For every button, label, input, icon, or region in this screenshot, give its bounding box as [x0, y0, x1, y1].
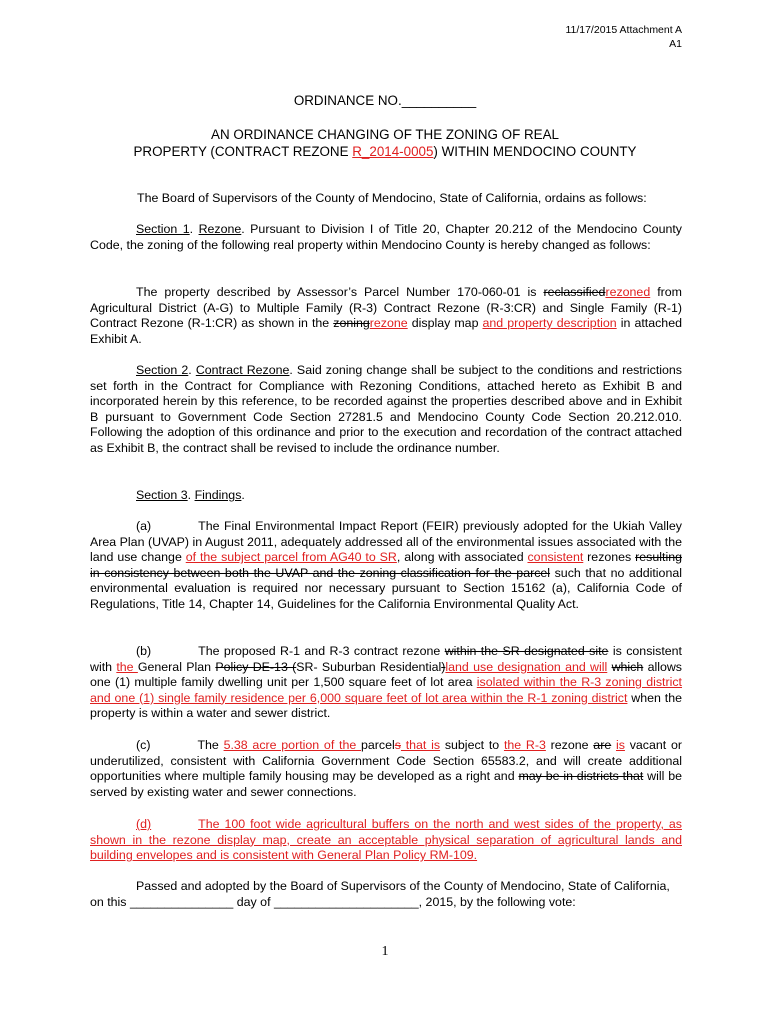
insertion: rezone: [369, 316, 408, 331]
deletion: reclassified: [543, 285, 606, 299]
subtitle-insertion: R_2014-0005: [352, 144, 434, 159]
section-1-label: Section 1: [136, 222, 190, 236]
finding-b: (b) The proposed R-1 and R-3 contract rezone within the SR designated site is consistent with the General Plan Policy DE-13 (SR- Suburban Residential)land use designation and will which allows one (1) multiple family dwelling unit per 1,500 square feet of lot area isolated within the R-3 zoning district and one (1) single family residence per 6,000 square feet of lot area within the R-1 zoning district when the property is within a water and sewer district.: [90, 644, 683, 721]
insertion: 5.38 acre portion of the: [223, 738, 361, 752]
section-2-text: . Said zoning change shall be subject to the conditions and restrictions set forth in the Contract for Compliance with Rezoning Conditions, attached hereto as Exhibit B and incorporated herein by this reference, to be recorded against the properties described above and in Exhibit B pursuant to Government Code Section 27281.5 and Mendocino County Code Section 20.212.010. Following the adoption of this ordinance and prior to the execution and recordation of the contract attached as Exhibit B, the contract shall be revised to include the ordinance number.: [90, 363, 682, 455]
insertion: consistent: [527, 550, 584, 565]
passed-paragraph: Passed and adopted by the Board of Supervisors of the County of Mendocino, State of California, on this _______________ day of _____________________, 2015, by the following vote:: [90, 879, 670, 909]
section-1: Section 1. Rezone. Pursuant to Division I of Title 20, Chapter 20.212 of the Mendocino County Code, the zoning of the following real property within Mendocino County is hereby changed as follows:: [90, 222, 682, 252]
finding-a: (a) The Final Environmental Impact Report (FEIR) previously adopted for the Ukiah Valley Area Plan (UVAP) in August 2011, adequately addressed all of the environmental issues associated with the land use change of the subject parcel from AG40 to SR, along with associated consistent rezones resulting in consistency between both the UVAP and the zoning classification for the parcel such that no additional environmental evaluation is required nor necessary pursuant to Section 15162 (a), California Code of Regulations, Title 14, Chapter 14, Guidelines for the California Environmental Quality Act.: [90, 519, 682, 611]
insertion: is: [615, 738, 625, 752]
insertion: and property description: [482, 316, 617, 331]
insertion: the R-3: [503, 738, 546, 752]
subtitle-line-1: AN ORDINANCE CHANGING OF THE ZONING OF REAL: [211, 127, 559, 142]
deletion: ): [441, 659, 446, 674]
section-2-heading: Contract Rezone: [195, 363, 290, 377]
ordinance-subtitle: [85, 126, 685, 160]
insertion: of the subject parcel from AG40 to SR: [185, 550, 397, 565]
deletion: within the SR designated site: [444, 644, 609, 658]
intro-paragraph: The Board of Supervisors of the County of Mendocino, State of California, ordains as follows:: [137, 191, 647, 205]
page-number: 1: [381, 944, 389, 959]
section-3-label: Section 3: [136, 488, 188, 502]
deletion: which: [611, 659, 644, 674]
section-1-text: . Pursuant to Division I of Title 20, Chapter 20.212 of the Mendocino County Code, the zoning of the following real property within Mendocino County is hereby changed as follows:: [90, 222, 682, 252]
insertion: The 100 foot wide agricultural buffers on the north and west sides of the property, as shown in the rezone display map, create an acceptable physical separation of agricultural lands and building envelopes and is consistent with General Plan Policy RM-109.: [90, 817, 682, 863]
deletion: resulting in consistency between both the UVAP and the zoning classification for the parcel: [90, 550, 682, 580]
finding-b-letter: (b): [136, 644, 152, 658]
insertion: land use designation and will: [445, 659, 608, 674]
property-paragraph: The property described by Assessor’s Parcel Number 170-060-01 is reclassifiedrezoned from Agricultural District (A-G) to Multiple Family (R-3) Contract Rezone (R-3:CR) and Single Family (R-1) Contract Rezone (R-1:CR) as shown in the zoningrezone display map and property description in attached Exhibit A.: [90, 285, 682, 346]
insertion: rezoned: [605, 285, 651, 299]
finding-c-letter: (c): [136, 738, 151, 752]
insertion: isolated within the R-3 zoning district and one (1) single family residence per 6,000 square feet of lot area within the R-1 zoning district: [90, 675, 683, 705]
finding-a-letter: (a): [136, 519, 152, 533]
deletion: zoning: [333, 316, 370, 331]
deletion: may be in districts that: [518, 769, 644, 784]
deletion: s: [394, 738, 401, 752]
subtitle-text-end: ) WITHIN MENDOCINO COUNTY: [433, 144, 637, 159]
insertion: the: [116, 659, 138, 674]
ordinance-number: ORDINANCE NO.__________: [293, 93, 477, 108]
header-code: A1: [669, 38, 682, 50]
section-1-heading: Rezone: [198, 222, 242, 236]
finding-d-letter: (d): [136, 817, 152, 831]
finding-c: (c) The 5.38 acre portion of the parcels that is subject to the R-3 rezone are is vacant or underutilized, consistent with California Government Code Section 65583.2, and will create additional opportunities where multiple family housing may be developed as a right and may be in districts that will be served by existing water and sewer connections.: [90, 738, 683, 799]
insertion: that is: [400, 738, 441, 752]
subtitle-line-2: [85, 143, 685, 160]
deletion: Policy DE-13 (: [215, 659, 297, 674]
page-header: [565, 23, 682, 51]
finding-d: [90, 817, 682, 864]
header-date-attachment: 11/17/2015 Attachment A: [565, 24, 682, 36]
section-3: Section 3. Findings.: [136, 488, 245, 502]
deletion: are: [593, 738, 612, 752]
section-2: Section 2. Contract Rezone. Said zoning change shall be subject to the conditions and restrictions set forth in the Contract for Compliance with Rezoning Conditions, attached hereto as Exhibit B and incorporated herein by this reference, to be recorded against the properties described above and in Exhibit B pursuant to Government Code Section 27281.5 and Mendocino County Code Section 20.212.010. Following the adoption of this ordinance and prior to the execution and recordation of the contract attached as Exhibit B, the contract shall be revised to include the ordinance number.: [90, 363, 682, 455]
section-2-label: Section 2: [136, 363, 189, 377]
section-3-heading: Findings: [194, 488, 242, 502]
subtitle-text: PROPERTY (CONTRACT REZONE: [133, 144, 353, 159]
